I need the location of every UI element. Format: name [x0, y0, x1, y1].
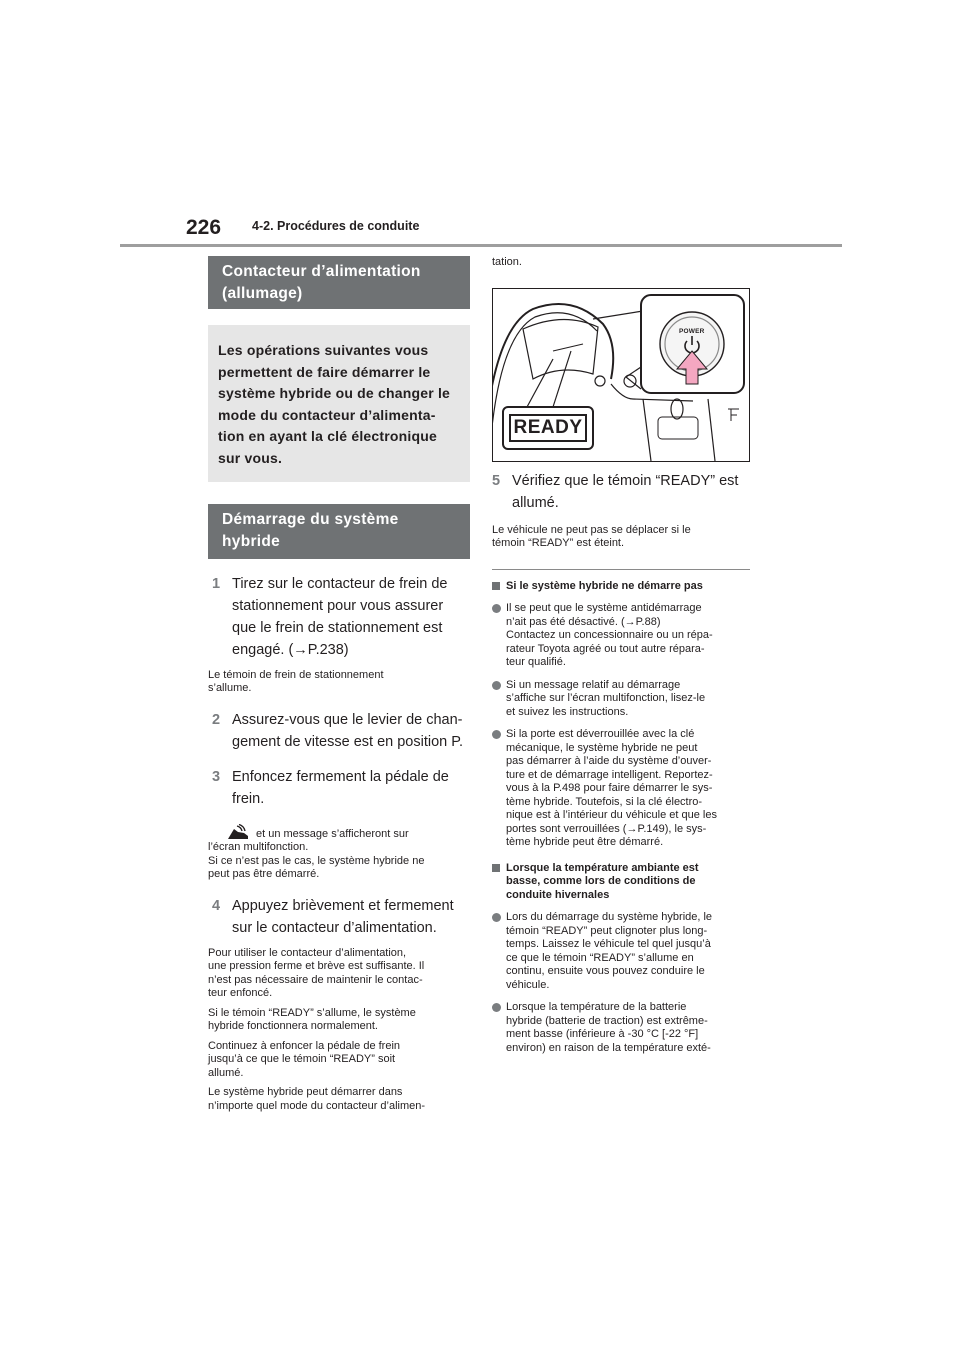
step-1-note — [208, 669, 470, 696]
note-paragraph — [208, 1007, 470, 1034]
page-number: 226 — [186, 216, 222, 239]
note-line: Le témoin de frein de stationnement — [208, 668, 384, 681]
step-line: gement de vitesse est en position P. — [232, 733, 464, 750]
bullet-line: vous à la P.498 pour faire démarrer le sys- — [506, 782, 713, 794]
topic-line: Lorsque la température ambiante est — [506, 861, 699, 874]
step-number: 2 — [212, 711, 221, 728]
note-line: allumé. — [208, 1066, 244, 1079]
step-line: stationnement pour vous assurer — [232, 597, 444, 614]
note-line: Le système hybride peut démarrer dans — [208, 1086, 403, 1099]
step-line: engagé. (→P.238) — [232, 641, 349, 658]
bullet-line: teur qualifié. — [506, 656, 566, 668]
step-line: sur le contacteur d’alimentation. — [232, 919, 437, 936]
bullet-item — [492, 602, 750, 670]
note-line: témoin “READY” est éteint. — [492, 537, 625, 549]
intro-line: Les opérations suivantes vous — [218, 342, 429, 358]
note-line: Si ce n’est pas le cas, le système hybride ne — [208, 854, 425, 867]
section-title-line: (allumage) — [222, 285, 303, 302]
bullet-line: tème hybride peut être démarré. — [506, 836, 664, 848]
note-line: jusqu’à ce que le témoin “READY” soit — [208, 1053, 396, 1066]
note-paragraph — [208, 1086, 470, 1113]
topic-heading — [492, 580, 750, 594]
left-column — [208, 256, 470, 1119]
note-line: une pression ferme et brève est suffisante. Il — [208, 960, 425, 973]
right-column — [492, 256, 750, 1055]
note-paragraph — [208, 947, 470, 1001]
bullet-line: Si la porte est déverrouillée avec la clé — [506, 728, 695, 740]
bullet-line: s’affiche sur l’écran multifonction, lisez-le — [506, 692, 706, 704]
note-line: n’est pas nécessaire de maintenir le contac- — [208, 973, 423, 986]
intro-line: sur vous. — [218, 449, 283, 466]
intro-box — [208, 325, 470, 482]
brake-pedal-indicator-icon — [226, 824, 250, 840]
section-header: 4-2. Procédures de conduite — [252, 219, 420, 233]
bullet-line: environ) en raison de la température exté- — [506, 1041, 711, 1054]
step-3 — [208, 766, 470, 810]
continuation-text: tation. — [492, 256, 522, 268]
section-title — [208, 256, 470, 309]
topic-line: basse, comme lors de conditions de — [506, 875, 696, 887]
topic-text: Si le système hybride ne démarre pas — [506, 579, 703, 592]
note-line: n’importe quel mode du contacteur d’alimen- — [208, 1099, 426, 1112]
header-rule — [120, 244, 842, 247]
bullet-line: témoin “READY” peut clignoter plus long- — [506, 924, 708, 937]
step-number: 1 — [212, 575, 221, 592]
intro-line: mode du contacteur d’alimenta- — [218, 406, 436, 423]
bullet-line: pas démarrer à l’aide du système d’ouver- — [506, 755, 712, 767]
bullet-dot-icon — [492, 913, 501, 922]
bullet-line: ment basse (inférieure à -30 °C [-22 °F] — [506, 1028, 699, 1040]
bullet-line: Si un message relatif au démarrage — [506, 678, 681, 691]
bullet-line: portes sont verrouillées (→P.149), le sys- — [506, 822, 707, 835]
bullet-line: Il se peut que le système antidémarrage — [506, 602, 702, 614]
step-line: Tirez sur le contacteur de frein de — [232, 575, 448, 592]
step-line: Vérifiez que le témoin “READY” est — [512, 472, 739, 489]
bullet-dot-icon — [492, 1003, 501, 1012]
bullet-line: rateur Toyota agréé ou tout autre répara- — [506, 642, 705, 655]
bullet-line: ture et de démarrage intelligent. Reportez- — [506, 768, 713, 781]
step-5-note — [492, 524, 750, 551]
bullet-line: mécanique, le système hybride ne peut — [506, 741, 698, 754]
intro-line: permettent de faire démarrer le — [218, 363, 431, 380]
topic-heading — [492, 862, 750, 903]
bullet-line: ce que le témoin “READY” s’allume en — [506, 951, 694, 964]
bullet-line: et suivez les instructions. — [506, 705, 629, 718]
note-line: Continuez à enfoncer la pédale de frein — [208, 1039, 401, 1052]
step-line: Enfoncez fermement la pédale de — [232, 768, 449, 785]
subsection-title: Démarrage du système hybride — [208, 504, 470, 559]
bullet-item — [492, 911, 750, 992]
bullet-line: Lorsque la température de la batterie — [506, 1001, 687, 1013]
note-line: Pour utiliser le contacteur d’alimentation, — [208, 946, 407, 959]
step-1 — [208, 573, 470, 661]
bullet-line: nique est à l’intérieur du véhicule et que les — [506, 809, 717, 821]
step-4-notes — [208, 947, 470, 1114]
step-number: 4 — [212, 897, 221, 914]
bullet-dot-icon — [492, 604, 501, 613]
step-line: que le frein de stationnement est — [232, 619, 443, 636]
bullet-dot-icon — [492, 730, 501, 739]
bullet-dot-icon — [492, 681, 501, 690]
note-paragraph — [208, 1040, 470, 1081]
step-4 — [208, 895, 470, 939]
note-text: et un message s’afficheront sur — [256, 827, 409, 840]
bullet-line: véhicule. — [506, 978, 550, 991]
step-line: allumé. — [512, 494, 559, 511]
topic-line: conduite hivernales — [506, 888, 610, 901]
step-line: Appuyez brièvement et fermement — [232, 897, 454, 914]
bullet-line: hybride (batterie de traction) est extrême- — [506, 1014, 708, 1027]
note-line: Si le témoin “READY” s’allume, le système — [208, 1006, 416, 1019]
bullet-item — [492, 1001, 750, 1055]
power-label: POWER — [679, 327, 705, 335]
note-line: peut pas être démarré. — [208, 868, 320, 881]
note-line: teur enfoncé. — [208, 987, 273, 1000]
section-title-line: Contacteur d’alimentation — [222, 263, 421, 280]
intro-line: tion en ayant la clé électronique — [218, 428, 437, 445]
note-line-with-icon — [208, 824, 470, 842]
step-2 — [208, 709, 470, 753]
step-5 — [492, 470, 750, 514]
note-line: hybride fonctionnera normalement. — [208, 1020, 378, 1033]
note-line: s’allume. — [208, 682, 252, 695]
power-switch-illustration — [492, 288, 750, 462]
note-line: Le véhicule ne peut pas se déplacer si le — [492, 523, 691, 536]
bullet-item — [492, 728, 750, 850]
bullet-line: Lors du démarrage du système hybride, le — [506, 911, 713, 923]
step-3-note — [208, 824, 470, 882]
bullet-line: continu, ensuite vous pouvez conduire le — [506, 965, 705, 977]
bullet-item — [492, 679, 750, 720]
bullet-line: temps. Laissez le véhicule tel quel jusqu’à — [506, 938, 711, 950]
square-bullet-icon — [492, 582, 500, 590]
intro-line: système hybride ou de changer le — [218, 385, 451, 402]
bullet-line: n’ait pas été désactivé. (→P.88) — [506, 615, 661, 628]
bullet-line: tème hybride. Toutefois, si la clé électro- — [506, 795, 703, 808]
note-line: l’écran multifonction. — [208, 841, 309, 854]
divider — [492, 569, 750, 570]
step-line: frein. — [232, 790, 265, 807]
step-number: 5 — [492, 472, 501, 489]
square-bullet-icon — [492, 864, 500, 872]
step-number: 3 — [212, 768, 221, 785]
ready-label: READY — [513, 416, 583, 438]
bullet-line: Contactez un concessionnaire ou un répa- — [506, 629, 713, 641]
step-line: Assurez-vous que le levier de chan- — [232, 711, 463, 728]
